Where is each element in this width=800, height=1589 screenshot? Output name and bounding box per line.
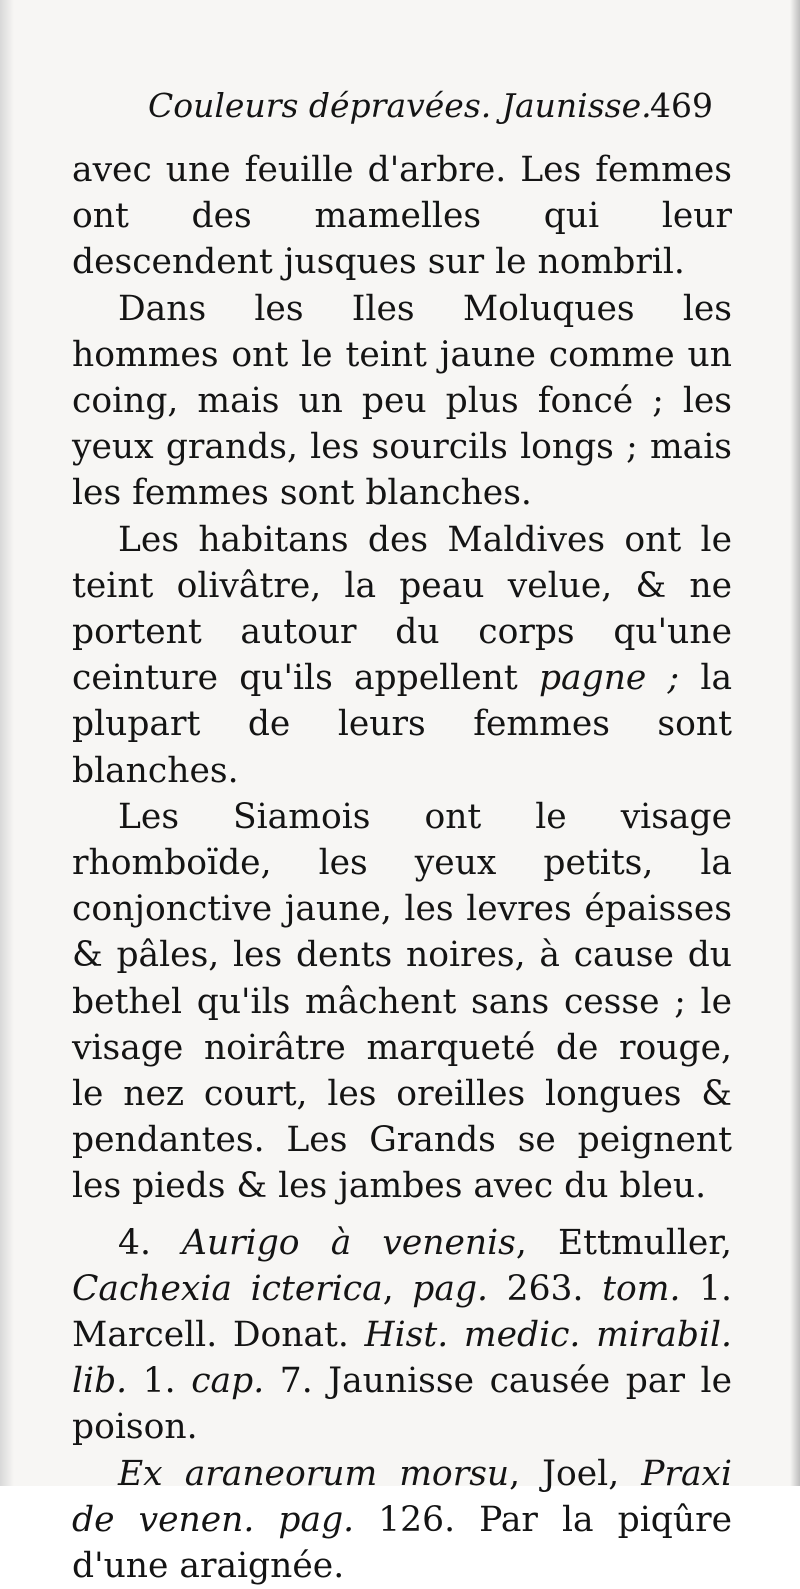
page-edge-right — [790, 0, 800, 1486]
ref-cap-text: 7. Jaunisse causée par le poison. — [72, 1361, 732, 1448]
ref-work: Cachexia icterica — [72, 1268, 383, 1309]
ref-title: Aurigo à venenis — [182, 1222, 516, 1263]
body-text — [72, 147, 732, 1589]
ref2-title: Ex araneorum morsu — [118, 1453, 510, 1494]
ref-hist-title: Hist. medic. mirabil. lib. — [72, 1315, 732, 1402]
paragraph-siamois: Les Siamois ont le visage rhomboïde, les yeux petits, la conjonctive jaune, les levres épaisses & pâles, les dents noires, à cause du bethel qu'ils mâchent sans cesse ; le visage noirâtre marqueté de rouge, le nez court, les oreilles longues & pendantes. Les Grands se peignent les pieds & les jambes avec du bleu. — [72, 796, 732, 1207]
ref2-author: , Joel, — [509, 1453, 642, 1494]
paragraph-maldives-part-2: la plupart de leurs femmes sont blanches. — [72, 658, 733, 791]
page-header — [140, 82, 740, 132]
ref-author: , Ettmuller, — [515, 1222, 732, 1263]
ref-number: 4. — [118, 1222, 183, 1263]
paragraph-maldives — [72, 517, 732, 794]
ref-tom-value: 1. Marcell. Donat. — [72, 1268, 732, 1356]
ref-sep: , — [382, 1268, 413, 1309]
page-edge-left — [0, 0, 14, 1486]
paragraph-continuation: avec une feuille d'arbre. Les femmes ont des mamelles qui leur descendent jusques sur le nombril. — [72, 150, 732, 283]
paragraph-maldives-part-1: Les habitans des Maldives ont le teint olivâtre, la peau velue, & ne portent autour du corps qu'une ceinture qu'ils appellent — [72, 519, 732, 699]
paragraph-moluques: Dans les Iles Moluques les hommes ont le teint jaune comme un coing, mais un peu plus foncé ; les yeux grands, les sourcils longs ; mais les femmes sont blanches. — [72, 288, 732, 514]
page-number: 469 — [650, 86, 713, 125]
ref-pag-label: pag. — [412, 1268, 489, 1309]
reference-araneorum — [72, 1451, 732, 1589]
running-title: Couleurs dépravées. Jaunisse. — [148, 86, 652, 125]
term-pagne: pagne ; — [538, 658, 680, 699]
ref-lib-value: 1. — [127, 1361, 192, 1402]
ref2-text: 126. Par la piqûre d'une araignée. — [72, 1499, 733, 1587]
ref2-work: Praxi de venen. pag. — [72, 1453, 732, 1540]
reference-aurigo — [72, 1220, 732, 1451]
ref-tom-label: tom. — [602, 1268, 681, 1309]
ref-pag-value: 263. — [488, 1268, 603, 1309]
ref-cap-label: cap. — [191, 1361, 265, 1402]
